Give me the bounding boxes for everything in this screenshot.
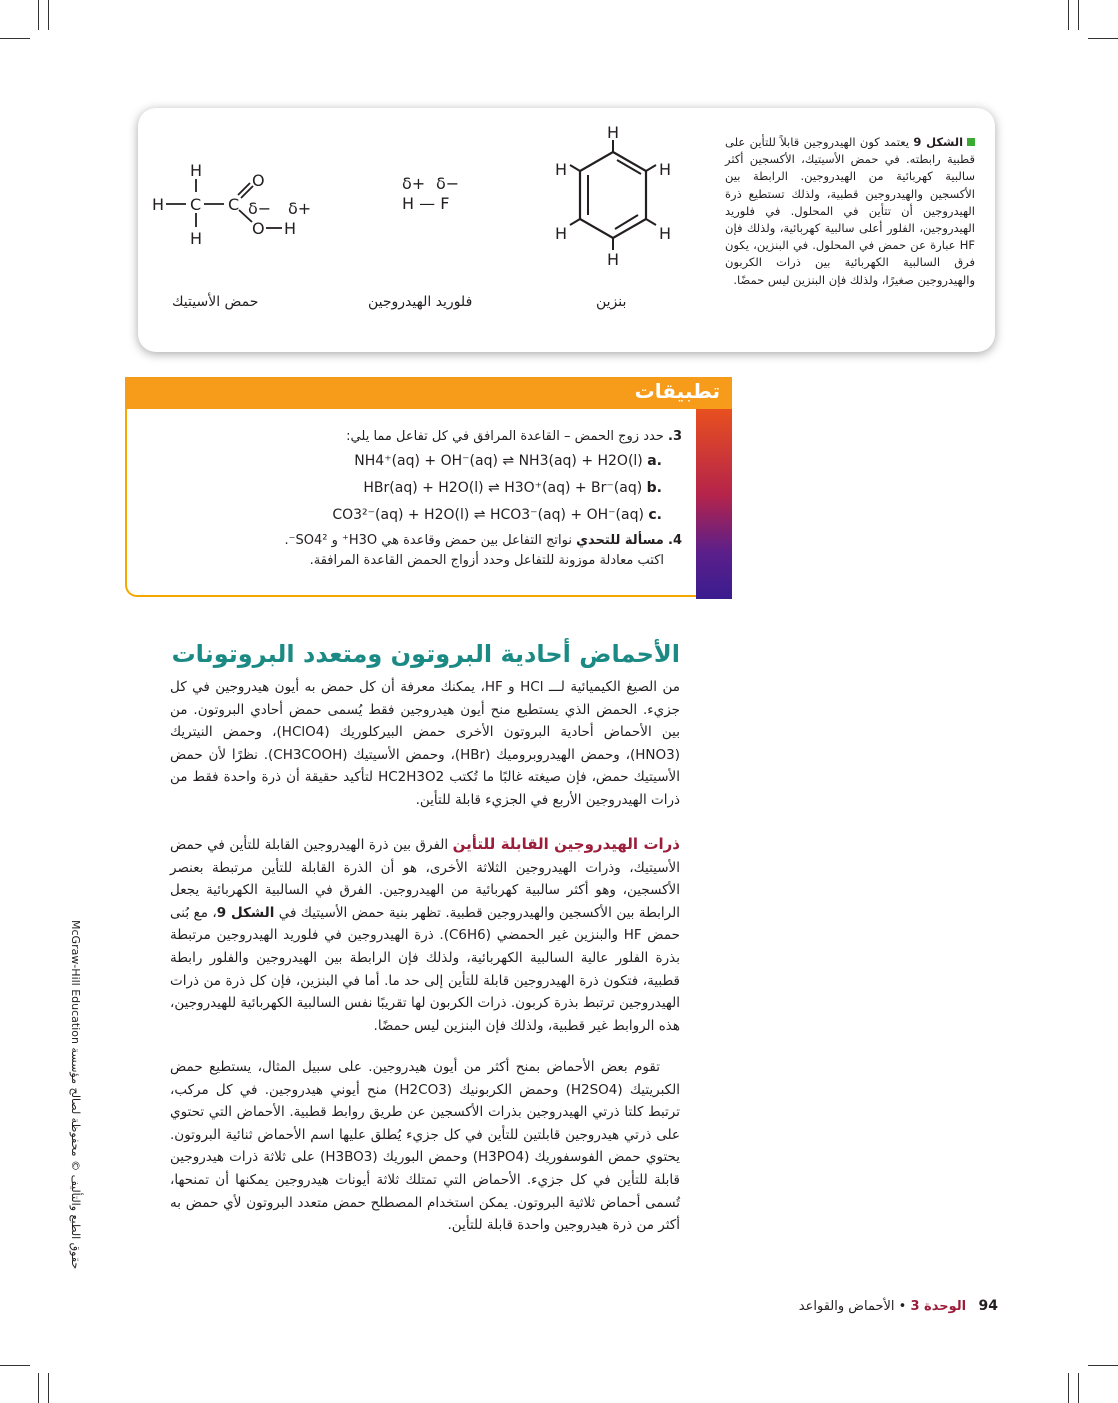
acetic-acid-structure xyxy=(148,148,318,258)
eq-c-text: CO3²⁻(aq) + H2O(l) ⇌ HCO3⁻(aq) + OH⁻(aq) xyxy=(332,507,644,523)
acetic-c1: C xyxy=(190,195,202,214)
footer-chapter: الأحماض والقواعد xyxy=(798,1299,895,1314)
copyright-side-text xyxy=(69,920,82,1269)
benzene-h-br: H xyxy=(659,224,672,243)
figure-9-reference: الشكل 9 xyxy=(216,904,275,921)
q4-label: مسألة للتحدي xyxy=(576,533,664,548)
applications-color-strip xyxy=(696,409,732,599)
q4-text-2: اكتب معادلة موزونة للتفاعل وحدد أزواج الحمض القاعدة المرافقة. xyxy=(309,553,664,568)
section-title: الأحماض أحادية البروتون ومتعدد البروتونات xyxy=(171,640,680,668)
acetic-o-double: O xyxy=(252,171,265,190)
equation-a xyxy=(354,453,662,469)
paragraph-2-term: ذرات الهيدروجين القابلة للتأين xyxy=(452,835,680,853)
acetic-delta-minus: δ− xyxy=(248,199,272,218)
acetic-h-top: H xyxy=(190,161,203,180)
label-benzene: بنزين xyxy=(596,294,627,310)
figure-9 xyxy=(138,108,995,352)
q3-text: حدد زوج الحمض – القاعدة المرافق في كل تفاعل مما يلي: xyxy=(346,429,664,444)
eq-b-label: b. xyxy=(646,480,662,496)
acetic-delta-plus: δ+ xyxy=(288,199,312,218)
benzene-h-bottom: H xyxy=(607,250,620,269)
q4-number: 4. xyxy=(668,533,682,548)
label-hydrogen-fluoride: فلوريد الهيدروجين xyxy=(368,294,473,310)
benzene-h-top: H xyxy=(607,123,620,142)
label-acetic-acid: حمض الأسيتيك xyxy=(172,294,259,310)
paragraph-2-text-a: الفرق بين ذرة الهيدروجين القابلة للتأين في حمض الأسيتيك، وذرات الهيدروجين الثلاثة الأخرى، هو أن الذرة القابلة للتأين مرتبطة بعنصر الأكسجين، وهو أكثر سالبية كهربائية من الهيدروجين. الفرق في السالبية الكهربائية يجعل الرابطة بين الأكسجين والهيدروجين قطبية. تظهر بنية حمض الأسيتيك في xyxy=(170,837,680,921)
crop-mark xyxy=(0,38,30,39)
crop-mark xyxy=(38,1373,39,1403)
green-square-icon xyxy=(967,138,975,146)
q3-number: 3. xyxy=(668,429,682,444)
crop-mark xyxy=(38,0,39,30)
crop-mark xyxy=(1068,0,1069,30)
crop-mark xyxy=(48,0,49,30)
crop-mark xyxy=(1078,1373,1079,1403)
acetic-h-left: H xyxy=(152,195,165,214)
caption-label: الشكل 9 xyxy=(913,135,964,149)
footer-bullet: • xyxy=(898,1299,907,1314)
eq-b-text: HBr(aq) + H2O(l) ⇌ H3O⁺(aq) + Br⁻(aq) xyxy=(363,480,643,496)
q4-text-1: نواتج التفاعل بين حمض وقاعدة هي H3O⁺ و SO4²⁻. xyxy=(284,533,572,548)
acetic-c2: C xyxy=(228,195,240,214)
equation-c xyxy=(332,507,662,523)
crop-mark xyxy=(1088,1365,1118,1366)
copyright-text: حقوق الطبع والتأليف © محفوظة لصالح مؤسسة McGraw-Hill Education xyxy=(69,920,82,1270)
acetic-h-acid: H xyxy=(284,219,297,238)
crop-mark xyxy=(1088,38,1118,39)
benzene-h-tl: H xyxy=(555,160,568,179)
paragraph-3: تقوم بعض الأحماض بمنح أكثر من أيون هيدروجين. على سبيل المثال، يستطيع حمض الكبريتيك (H2SO4) وحمض الكربونيك (H2CO3) منح أيوني هيدروجين. في كل مركب، ترتبط كلتا ذرتي الهيدروجين بذرات الأكسجين عن طريق روابط قطبية. الأحماض التي تحتوي على ذرتي هيدروجين قابلتين للتأين في كل جزيء يُطلق عليها اسم الأحماض ثنائية البروتون. يحتوي حمض الفوسفوريك (H3PO4) وحمض البوريك (H3BO3) على ثلاثة ذرات هيدروجين قابلة للتأين في كل جزيء. الأحماض التي تمتلك ثلاثة أيونات هيدروجين يمكنها أن تمنحها، تُسمى أحماض ثلاثية البروتون. يمكن استخدام المصطلح حمض متعدد البروتون لأي حمض به أكثر من ذرة هيدروجين واحدة قابلة للتأين. xyxy=(170,1059,681,1234)
paragraph-2 xyxy=(170,833,680,1037)
page-footer xyxy=(799,1298,998,1314)
caption-text: يعتمد كون الهيدروجين قابلاً للتأين على قطبية رابطته. في حمض الأسيتيك، الأكسجين أكثر سالبية كهربائية من الهيدروجين. الرابطة بين الأكسجين والهيدروجين قطبية، ولذلك تستطيع ذرة الهيدروجين أن تتأين في المحلول. في فلوريد الهيدروجين، الفلور أعلى سالبية كهربائية، ولذلك فإن HF عبارة عن حمض في المحلول. في البنزين، يكون فرق السالبية الكهربائية بين ذرات الكربون والهيدروجين صغيرًا، ولذلك فإن البنزين ليس حمضًا. xyxy=(725,135,975,287)
question-4 xyxy=(284,531,682,551)
acetic-h-bottom: H xyxy=(190,229,203,248)
eq-a-label: a. xyxy=(647,453,662,469)
hf-formula: H — F xyxy=(402,194,450,213)
crop-mark xyxy=(48,1373,49,1403)
applications-box xyxy=(125,377,732,599)
benzene-h-tr: H xyxy=(659,160,672,179)
eq-c-label: c. xyxy=(648,507,662,523)
question-3 xyxy=(346,427,682,447)
paragraph-1: من الصيغ الكيميائية لـــ HCl و HF، يمكنك معرفة أن كل حمض به أيون هيدروجين في كل جزيء. الحمض الذي يستطيع منح أيون هيدروجين فقط يُسمى حمض أحادي البروتون. من بين الأحماض أحادية البروتون الأخرى حمض البيركلوريك (HClO4)، وحمض النيتريك (HNO3)، وحمض الهيدروبروميك (HBr)، وحمض الأسيتيك (CH3COOH). نظرًا لأن حمض الأسيتيك حمض، فإن صيغته غالبًا ما تُكتب HC2H3O2 لتأكيد حقيقة أن ذرة واحدة فقط من ذرات الهيدروجين الأربع في الجزيء قابلة للتأين. xyxy=(170,679,680,808)
page-number: 94 xyxy=(978,1298,998,1314)
equation-b xyxy=(363,480,662,496)
paragraph-2-text-b: ، مع بُنى حمض HF والبنزين غير الحمضي (C6H6). ذرة الهيدروجين في فلوريد الهيدروجين مرتبطة بذرة الفلور عالية السالبية الكهربائية، ولذلك فإن الرابطة بين الهيدروجين والفلور رابطة قطبية، فتكون ذرة الهيدروجين قابلة للتأين إلى حد ما. أما في البنزين، فإن كل ذرة من ذرات الهيدروجين ترتبط بذرة كربون. ذرات الكربون لها تقريبًا نفس السالبية الكهربائية للهيدروجين، هذه الروابط غير قطبية، ولذلك فإن البنزين ليس حمضًا. xyxy=(170,904,680,1034)
benzene-h-bl: H xyxy=(555,224,568,243)
benzene-structure xyxy=(533,118,693,288)
applications-header xyxy=(125,377,732,409)
question-4-line-2 xyxy=(310,551,664,571)
crop-mark xyxy=(1078,0,1079,30)
eq-a-text: NH4⁺(aq) + OH⁻(aq) ⇌ NH3(aq) + H2O(l) xyxy=(354,453,643,469)
crop-mark xyxy=(1068,1373,1069,1403)
applications-title: تطبيقات xyxy=(634,379,720,403)
crop-mark xyxy=(0,1365,30,1366)
hf-delta-minus: δ− xyxy=(436,174,460,193)
hf-delta-plus: δ+ xyxy=(402,174,426,193)
figure-caption xyxy=(725,134,975,289)
acetic-o-single: O xyxy=(252,219,265,238)
footer-unit: الوحدة 3 xyxy=(910,1299,967,1314)
